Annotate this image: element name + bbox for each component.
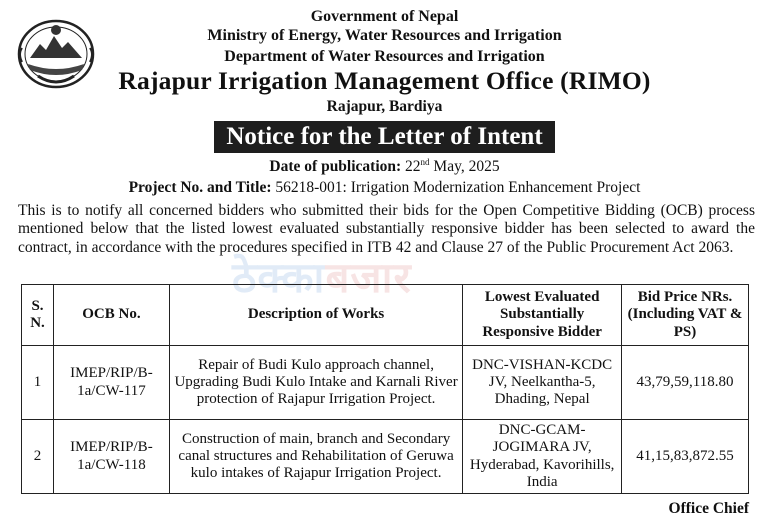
project-line — [0, 179, 769, 197]
publication-date — [0, 157, 769, 176]
header-ministry: Ministry of Energy, Water Resources and Irrigation — [207, 27, 562, 44]
table-row — [22, 346, 749, 420]
publication-date-day: 22 — [405, 158, 421, 176]
cell-ocb-no: IMEP/RIP/B-1a/CW-118 — [53, 420, 169, 494]
table-row — [22, 420, 749, 494]
bid-table — [21, 284, 749, 494]
cell-description: Repair of Budi Kulo approach channel, Upgrading Budi Kulo Intake and Karnali River protection of Rajapur Irrigation Project. — [169, 346, 462, 420]
header-department: Department of Water Resources and Irrigation — [224, 48, 545, 65]
publication-date-suffix: nd — [420, 157, 430, 167]
header-office-name: Rajapur Irrigation Management Office (RIMO) — [118, 66, 651, 95]
header-sn: S. N. — [22, 285, 54, 346]
cell-bidder: DNC-VISHAN-KCDC JV, Neelkantha-5, Dhading, Nepal — [463, 346, 622, 420]
notice-body-text: This is to notify all concerned bidders who submitted their bids for the Open Competitive Bidding (OCB) process mentioned below that the listed lowest evaluated substantially responsive bidder has been selected to award the contract, in accordance with the procedures specified in ITB 42 and Clause 27 of the Public Procurement Act 2063. — [18, 202, 755, 256]
cell-bidder: DNC-GCAM-JOGIMARA JV, Hyderabad, Kavorihills, India — [463, 420, 622, 494]
cell-description: Construction of main, branch and Secondary canal structures and Rehabilitation of Geruwa kulo intakes of Rajapur Irrigation Project. — [169, 420, 462, 494]
notice-title-banner — [0, 121, 769, 153]
header-ocb-no: OCB No. — [53, 285, 169, 346]
cell-sn: 1 — [22, 346, 54, 420]
cell-sn: 2 — [22, 420, 54, 494]
table-header-row — [22, 285, 749, 346]
publication-date-label: Date of publication: — [269, 158, 402, 176]
watermark-part1: ठेक्का — [232, 253, 326, 302]
cell-bid-price: 43,79,59,118.80 — [622, 346, 749, 420]
cell-bid-price: 41,15,83,872.55 — [622, 420, 749, 494]
header-government: Government of Nepal — [310, 8, 459, 25]
notice-title: Notice for the Letter of Intent — [214, 121, 554, 153]
watermark-part2: बजार — [325, 253, 412, 302]
header-description: Description of Works — [169, 285, 462, 346]
header-bid-price: Bid Price NRs. (Including VAT & PS) — [622, 285, 749, 346]
cell-ocb-no: IMEP/RIP/B-1a/CW-117 — [53, 346, 169, 420]
signature-office-chief: Office Chief — [668, 500, 749, 517]
header-location: Rajapur, Bardiya — [326, 98, 443, 115]
project-label: Project No. and Title: — [128, 179, 272, 196]
publication-date-rest: May, 2025 — [433, 158, 500, 176]
project-value: 56218-001: Irrigation Modernization Enhancement Project — [275, 179, 641, 196]
header-bidder: Lowest Evaluated Substantially Responsive Bidder — [463, 285, 622, 346]
